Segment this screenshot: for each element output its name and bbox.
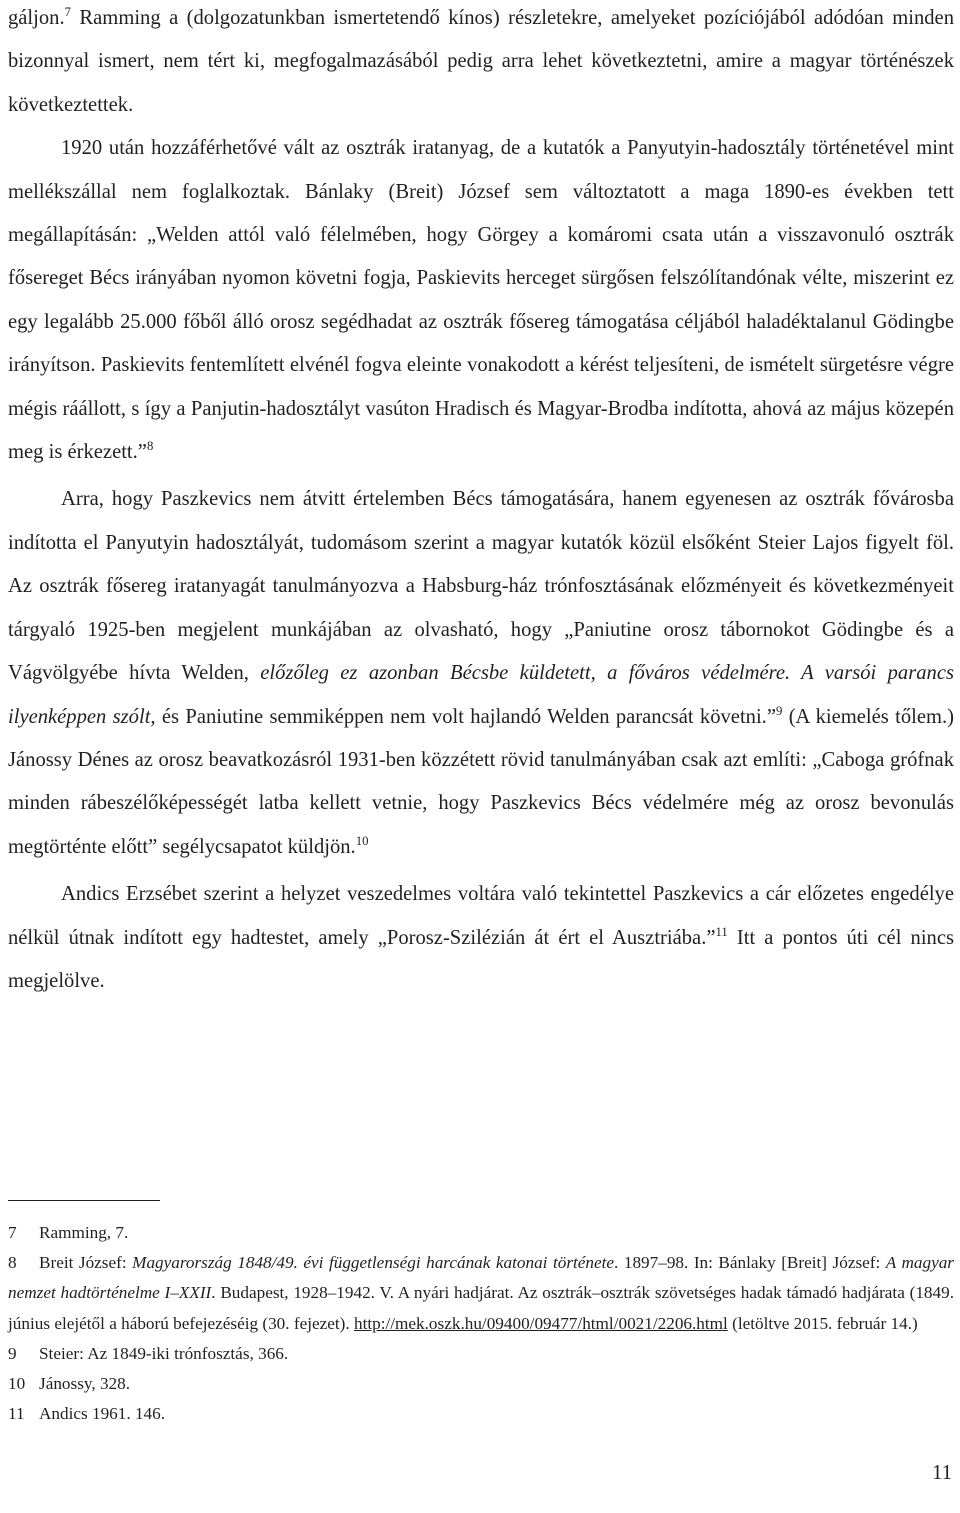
paragraph-3-italic: előzőleg ez azonban Bécsbe küldetett, a főváros védelmére. A varsói parancs ilyenképpen szólt, — [8, 662, 954, 728]
footnote-ref-7[interactable]: 7 — [64, 5, 72, 20]
footnote-text: Ramming, 7. — [39, 1223, 129, 1242]
footnote-ref-9[interactable]: 9 — [775, 703, 783, 718]
paragraph-1-text: Ramming a (dolgozatunkban ismertetendő kínos) részletekre, amelyeket pozíciójából adódóan minden bizonnyal ismert, nem tért ki, megfogalmazásából pedig arra lehet következtetni, amire a magyar történészek következtettek. — [8, 7, 954, 116]
footnote-number: 8 — [8, 1253, 17, 1273]
body-text — [8, 0, 954, 1003]
footnote-text: Steier: Az 1849-iki trónfosztás, 366. — [39, 1343, 289, 1363]
footnote-text-a: Breit József: — [39, 1253, 133, 1273]
paragraph-3-text-c: (A kiemelés tőlem.) Jánossy Dénes az orosz beavatkozásról 1931-ben közzétett rövid tanulmányában csak azt említi: „Caboga grófnak minden rábeszélőképességét latba kellett vetnie, hogy Paszkevics Bécs védelmére még az orosz bevonulás megtörténte előtt” segélycsapatot küldjön. — [8, 705, 955, 858]
footnote-number: 11 — [8, 1404, 25, 1424]
footnote-italic-title-b: A magyar nemzet hadtörténelme I–XXII — [8, 1253, 954, 1303]
footnote-text-d: (letöltve 2015. február 14.) — [727, 1313, 918, 1333]
footnote-ref-8[interactable]: 8 — [146, 439, 154, 454]
footnote-number: 10 — [8, 1374, 26, 1394]
paragraph-1 — [8, 0, 954, 127]
footnote-text-b: . 1897–98. In: Bánlaky [Breit] József: — [614, 1253, 886, 1273]
footnote-number: 7 — [8, 1223, 17, 1242]
paragraph-3-text-b: és Paniutine semmiképpen nem volt hajlandó Welden parancsát követni.” — [155, 705, 776, 728]
footnote-9 — [8, 1339, 954, 1369]
paragraph-4-text-a: Andics Erzsébet szerint a helyzet veszedelmes voltára való tekintettel Paszkevics a cár előzetes engedélye nélkül útnak indított egy hadtestet, amely „Porosz-Szilézián át ért el Ausztriába.” — [8, 883, 954, 949]
footnote-text-c: . Budapest, 1928–1942. V. A nyári hadjárat. Az osztrák–osztrák szövetséges hadak támadó hadjárata (1849. június elejétől a háború befejezéséig (30. fejezet). — [8, 1283, 954, 1333]
footnote-8 — [8, 1248, 954, 1339]
paragraph-4-text-b: Itt a pontos úti cél nincs megjelölve. — [8, 926, 954, 992]
footnote-10 — [8, 1369, 954, 1399]
paragraph-2-text: 1920 után hozzáférhetővé vált az osztrák iratanyag, de a kutatók a Panyutyin-hadosztály történetével mint mellékszállal nem foglalkoztak. Bánlaky (Breit) József sem változtatott a maga 1890-es években tett megállapításán: „Welden attól való félelmében, hogy Görgey a komáromi csata után a visszavonuló osztrák fősereget Bécs irányában nyomon követni fogja, Paskievits herceget sürgősen felszólítandónak vélte, miszerint ez egy legalább 25.000 főből álló orosz segédhadat az osztrák fősereg támogatása céljából haladéktalanul Gödingbe irányítson. Paskievits fentemlített elvénél fogva eleinte vonakodott a kérést teljesíteni, de ismételt sürgetésre végre mégis ráállott, s így a Panjutin-hadosztályt vasúton Hradisch és Magyar-Brodba indította, ahová az május közepén meg is érkezett.” — [8, 137, 954, 464]
footnote-italic-title-a: Magyarország 1848/49. évi függetlenségi harcának katonai története — [132, 1253, 615, 1273]
footnote-text: Andics 1961. 146. — [39, 1404, 166, 1424]
paragraph-4 — [8, 873, 954, 1003]
footnote-text: Jánossy, 328. — [39, 1374, 131, 1394]
footnote-11 — [8, 1399, 954, 1429]
footnote-7 — [8, 1218, 954, 1248]
paragraph-3-text-a: Arra, hogy Paszkevics nem átvitt értelemben Bécs támogatására, hanem egyenesen az osztrák fővárosba indította el Panyutyin hadosztályát, tudomásom szerint a magyar kutatók közül elsőként Steier Lajos figyelt föl. Az osztrák fősereg iratanyagát tanulmányozva a Habsburg-ház trónfosztásának előzményeit és következményeit tárgyaló 1925-ben megjelent munkájában az olvasható, hogy „Paniutine orosz tábornokot Gödingbe és a Vágvölgyébe hívta Welden, — [8, 488, 954, 685]
footnote-ref-10[interactable]: 10 — [355, 833, 369, 848]
paragraph-3 — [8, 478, 954, 869]
footnote-ref-11[interactable]: 11 — [715, 924, 728, 939]
footnote-separator — [8, 1200, 160, 1201]
paragraph-1-lead: gáljon. — [8, 7, 65, 29]
footnote-number: 9 — [8, 1343, 17, 1363]
page-number: 11 — [932, 1462, 952, 1484]
footnotes — [8, 1218, 954, 1429]
footnote-link[interactable]: http://mek.oszk.hu/09400/09477/html/0021/2206.html — [353, 1313, 728, 1333]
paragraph-2 — [8, 127, 954, 474]
